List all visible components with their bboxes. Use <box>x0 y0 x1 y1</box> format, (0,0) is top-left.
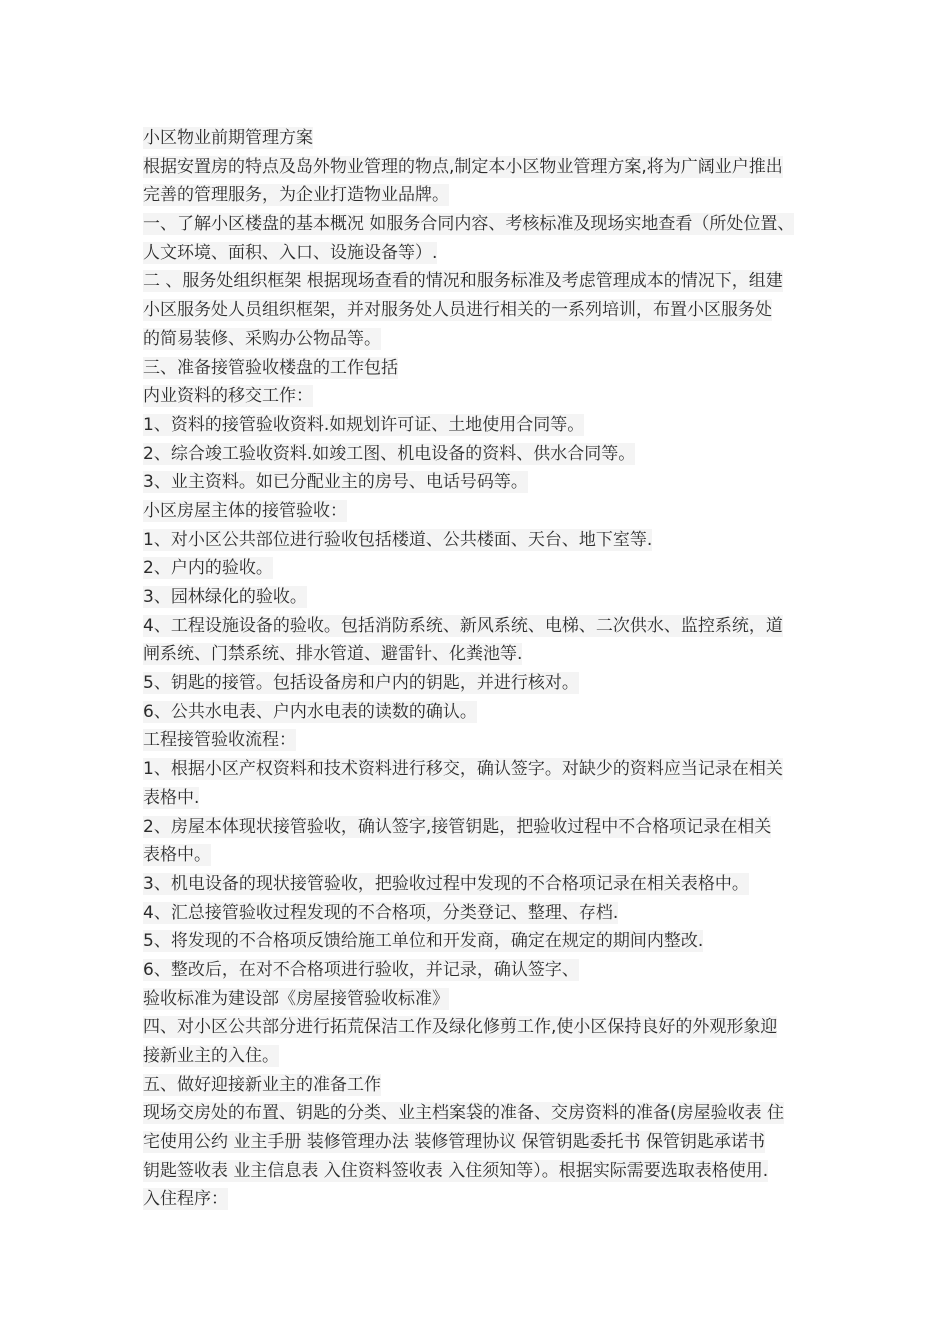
text-line <box>143 583 833 612</box>
text-line-content: 工程接管验收流程： <box>143 730 296 751</box>
text-line-content: 小区房屋主体的接管验收： <box>143 500 347 521</box>
text-line <box>143 440 833 469</box>
text-line <box>143 755 833 784</box>
text-line-content: 三、准备接管验收楼盘的工作包括 <box>143 357 398 378</box>
text-line-content: 五、做好迎接新业主的准备工作 <box>143 1074 381 1095</box>
text-line <box>143 354 833 383</box>
text-line-content: 5、将发现的不合格项反馈给施工单位和开发商，确定在规定的期间内整改. <box>143 931 704 952</box>
text-line-content: 的简易装修、采购办公物品等。 <box>143 328 381 349</box>
text-line <box>143 468 833 497</box>
text-line <box>143 841 833 870</box>
text-line-content: 小区服务处人员组织框架，并对服务处人员进行相关的一系列培训，布置小区服务处 <box>143 300 772 321</box>
text-line-content: 表格中。 <box>143 845 211 866</box>
text-line-content: 一、了解小区楼盘的基本概况 如服务合同内容、考核标准及现场实地查看（所处位置、 <box>143 214 795 235</box>
text-line-content: 现场交房处的布置、钥匙的分类、业主档案袋的准备、交房资料的准备(房屋验收表 住 <box>143 1103 785 1124</box>
text-line <box>143 698 833 727</box>
text-line <box>143 239 833 268</box>
text-line <box>143 181 833 210</box>
text-line <box>143 956 833 985</box>
text-line <box>143 870 833 899</box>
text-line-content: 四、对小区公共部分进行拓荒保洁工作及绿化修剪工作,使小区保持良好的外观形象迎 <box>143 1017 778 1038</box>
text-line-content: 1、资料的接管验收资料.如规划许可证、土地使用合同等。 <box>143 414 585 435</box>
text-line <box>143 554 833 583</box>
text-line-content: 3、园林绿化的验收。 <box>143 587 307 607</box>
text-line-content: 3、机电设备的现状接管验收，把验收过程中发现的不合格项记录在相关表格中。 <box>143 873 749 894</box>
text-line-content: 4、汇总接管验收过程发现的不合格项，分类登记、整理、存档. <box>143 902 619 923</box>
text-line-content: 闸系统、门禁系统、排水管道、避雷针、化粪池等. <box>143 644 523 665</box>
text-line <box>143 497 833 526</box>
text-line <box>143 784 833 813</box>
text-line-content: 2、综合竣工验收资料.如竣工图、机电设备的资料、供水合同等。 <box>143 443 636 464</box>
text-line <box>143 640 833 669</box>
text-line-content: 2、房屋本体现状接管验收，确认签字,接管钥匙，把验收过程中不合格项记录在相关 <box>143 816 772 837</box>
text-line-content: 6、公共水电表、户内水电表的读数的确认。 <box>143 701 477 722</box>
text-line-content: 验收标准为建设部《房屋接管验收标准》 <box>143 988 449 1009</box>
text-line <box>143 1128 833 1157</box>
text-line <box>143 899 833 928</box>
text-line-content: 二 、服务处组织框架 根据现场查看的情况和服务标准及考虑管理成本的情况下，组建 <box>143 271 783 292</box>
text-line-content: 接新业主的入住。 <box>143 1046 279 1066</box>
text-line-content: 内业资料的移交工作： <box>143 386 313 407</box>
document-title <box>143 124 833 153</box>
text-line <box>143 411 833 440</box>
text-line <box>143 1071 833 1100</box>
text-line-content: 根据安置房的特点及岛外物业管理的物点,制定本小区物业管理方案,将为广阔业户推出 <box>143 156 783 177</box>
text-line <box>143 612 833 641</box>
text-line <box>143 669 833 698</box>
text-line-content: 完善的管理服务，为企业打造物业品牌。 <box>143 185 449 206</box>
text-line <box>143 726 833 755</box>
text-line-content: 5、钥匙的接管。包括设备房和户内的钥匙，并进行核对。 <box>143 673 579 694</box>
text-line-content: 钥匙签收表 业主信息表 入住资料签收表 入住须知等）。根据实际需要选取表格使用. <box>143 1160 769 1181</box>
text-line <box>143 1157 833 1186</box>
text-line-content: 4、工程设施设备的验收。包括消防系统、新风系统、电梯、二次供水、监控系统，道 <box>143 615 783 636</box>
text-line-content: 1、对小区公共部位进行验收包括楼道、公共楼面、天台、地下室等. <box>143 529 653 550</box>
text-line <box>143 1013 833 1042</box>
text-line <box>143 296 833 325</box>
text-line <box>143 813 833 842</box>
text-line-content: 小区物业前期管理方案 <box>143 128 313 148</box>
text-line-content: 入住程序： <box>143 1189 228 1210</box>
text-line <box>143 985 833 1014</box>
text-line-content: 表格中. <box>143 787 200 808</box>
text-line-content: 3、业主资料。如已分配业主的房号、电话号码等。 <box>143 472 528 493</box>
text-line <box>143 1099 833 1128</box>
text-line <box>143 927 833 956</box>
text-line-content: 宅使用公约 业主手册 装修管理办法 装修管理协议 保管钥匙委托书 保管钥匙承诺书 <box>143 1132 766 1153</box>
text-line <box>143 267 833 296</box>
text-line-content: 6、整改后，在对不合格项进行验收，并记录，确认签字、 <box>143 959 579 980</box>
text-line <box>143 526 833 555</box>
text-line-content: 人文环境、面积、入口、设施设备等）. <box>143 242 438 263</box>
text-line-content: 2、户内的验收。 <box>143 558 273 579</box>
document-body <box>143 124 833 1214</box>
text-line <box>143 1185 833 1214</box>
text-line <box>143 1042 833 1071</box>
text-line <box>143 153 833 182</box>
text-line <box>143 325 833 354</box>
text-line <box>143 210 833 239</box>
text-line-content: 1、根据小区产权资料和技术资料进行移交，确认签字。对缺少的资料应当记录在相关 <box>143 759 783 780</box>
text-line <box>143 382 833 411</box>
